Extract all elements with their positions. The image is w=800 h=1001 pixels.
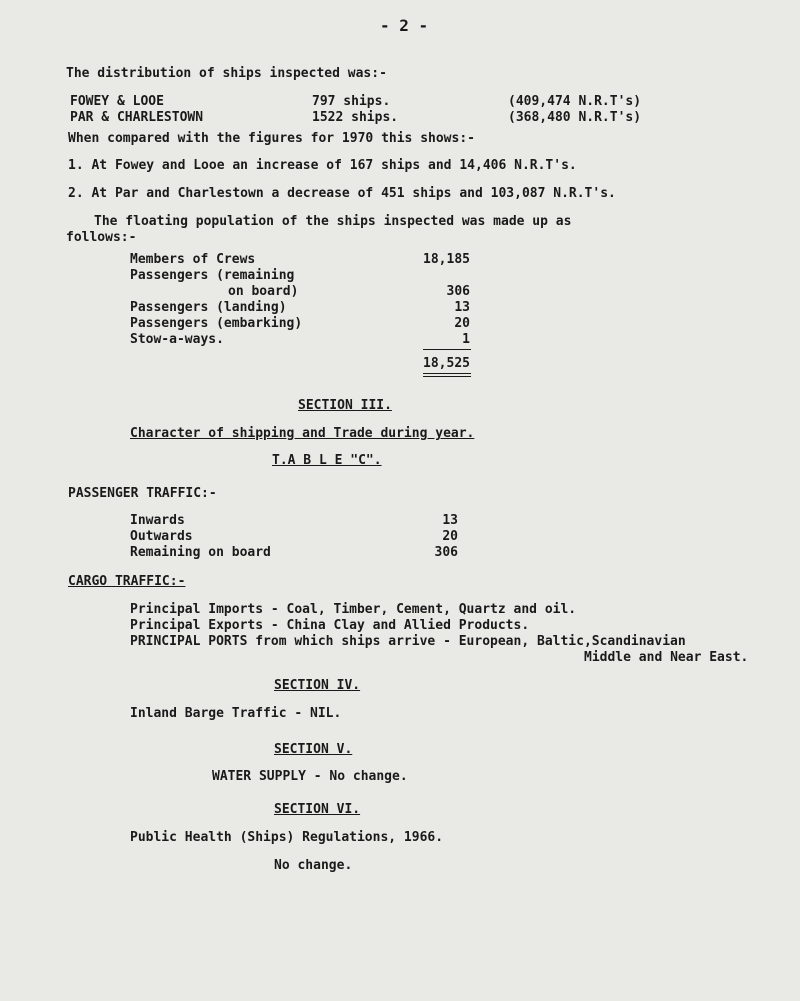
section-text: Public Health (Ships) Regulations, 1966. <box>130 830 444 845</box>
floating-value: 306 <box>446 284 470 299</box>
comparison-point: 2. At Par and Charlestown a decrease of 451 ships and 103,087 N.R.T's. <box>68 186 616 201</box>
floating-label: Passengers (landing) <box>130 300 287 315</box>
sum-rule <box>423 349 471 350</box>
section-note: No change. <box>274 858 353 873</box>
floating-total: 18,525 <box>423 356 470 371</box>
section-text: Inland Barge Traffic - NIL. <box>130 706 342 721</box>
passenger-label: Remaining on board <box>130 545 271 560</box>
total-rule <box>423 373 471 374</box>
section-text: WATER SUPPLY - No change. <box>212 769 408 784</box>
port-name: FOWEY & LOOE <box>70 94 164 109</box>
cargo-line: Principal Imports - Coal, Timber, Cement, Quartz and oil. <box>130 602 577 617</box>
ship-count: 1522 ships. <box>312 110 399 125</box>
ship-count: 797 ships. <box>312 94 391 109</box>
section-heading: SECTION IV. <box>274 678 361 693</box>
passenger-heading: PASSENGER TRAFFIC:- <box>68 486 217 501</box>
floating-label: Passengers (embarking) <box>130 316 303 331</box>
section-heading: SECTION VI. <box>274 802 361 817</box>
distribution-intro: The distribution of ships inspected was:- <box>66 66 387 81</box>
passenger-value: 13 <box>442 513 458 528</box>
compare-intro: When compared with the figures for 1970 this shows:- <box>68 131 475 146</box>
section-heading: SECTION III. <box>298 398 392 413</box>
port-name: PAR & CHARLESTOWN <box>70 110 204 125</box>
floating-value: 18,185 <box>423 252 470 267</box>
page-number: - 2 - <box>380 16 429 35</box>
passenger-label: Inwards <box>130 513 185 528</box>
section-heading: SECTION V. <box>274 742 353 757</box>
cargo-heading: CARGO TRAFFIC:- <box>68 574 186 589</box>
table-title: T.A B L E "C". <box>272 453 382 468</box>
nrt-value: (368,480 N.R.T's) <box>508 110 642 125</box>
cargo-line: PRINCIPAL PORTS from which ships arrive - European, Baltic,Scandinavian <box>130 634 686 649</box>
passenger-value: 20 <box>442 529 458 544</box>
floating-label: Passengers (remaining <box>130 268 295 283</box>
passenger-label: Outwards <box>130 529 193 544</box>
passenger-value: 306 <box>434 545 458 560</box>
floating-value: 20 <box>454 316 470 331</box>
floating-label: Members of Crews <box>130 252 256 267</box>
comparison-point: 1. At Fowey and Looe an increase of 167 ships and 14,406 N.R.T's. <box>68 158 577 173</box>
floating-label: Stow-a-ways. <box>130 332 224 347</box>
floating-intro: The floating population of the ships inspected was made up as <box>94 214 572 229</box>
cargo-line: Middle and Near East. <box>584 650 749 665</box>
cargo-line: Principal Exports - China Clay and Allied Products. <box>130 618 530 633</box>
floating-label: on board) <box>228 284 299 299</box>
nrt-value: (409,474 N.R.T's) <box>508 94 642 109</box>
floating-value: 13 <box>454 300 470 315</box>
total-rule <box>423 376 471 377</box>
section-subheading: Character of shipping and Trade during year. <box>130 426 475 441</box>
floating-value: 1 <box>462 332 470 347</box>
floating-intro-cont: follows:- <box>66 230 137 245</box>
